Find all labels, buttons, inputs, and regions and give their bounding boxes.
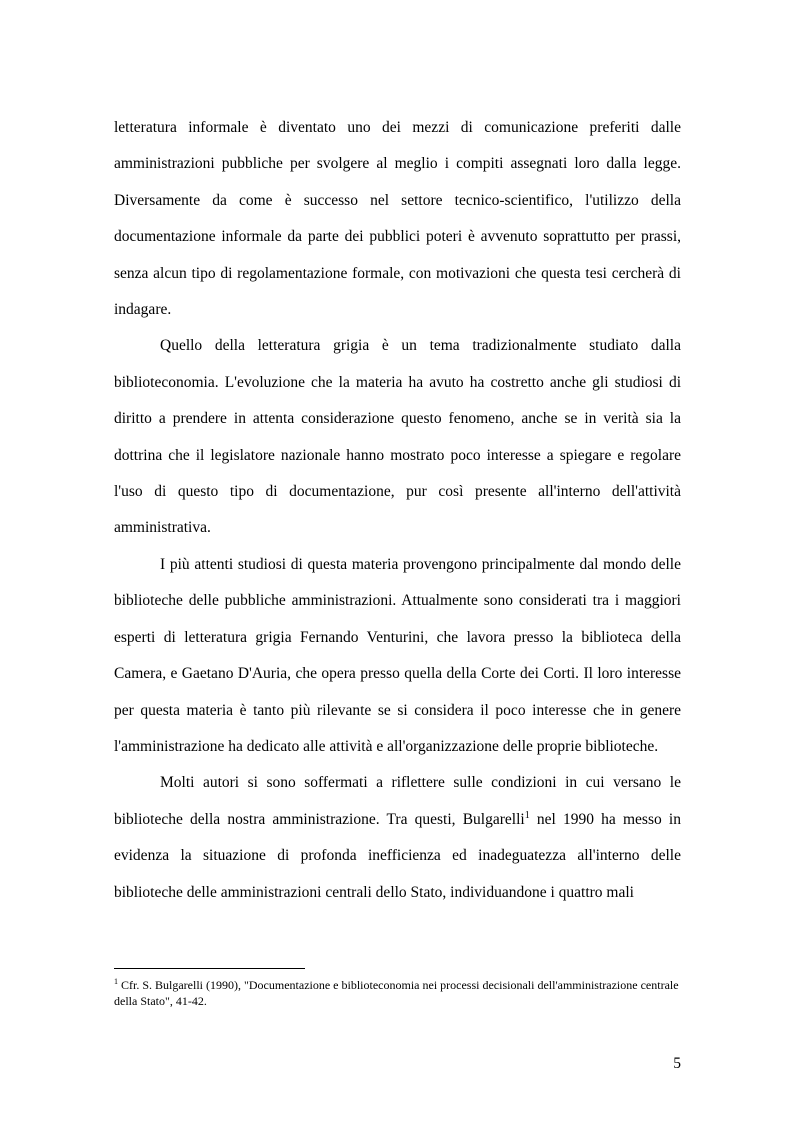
body-text — [114, 110, 681, 911]
footnote-reference: 1 — [524, 809, 530, 821]
footnote-marker: 1 — [114, 977, 118, 986]
paragraph-4 — [114, 765, 681, 911]
paragraph-3: I più attenti studiosi di questa materia provengono principalmente dal mondo delle biblioteche delle pubbliche amministrazioni. Attualmente sono considerati tra i maggiori esperti di letteratura grigia Fernando Venturini, che lavora presso la biblioteca della Camera, e Gaetano D'Auria, che opera presso quella della Corte dei Corti. Il loro interesse per questa materia è tanto più rilevante se si considera il poco interesse che in genere l'amministrazione ha dedicato alle attività e all'organizzazione delle proprie biblioteche. — [114, 555, 681, 755]
footnote-text: Cfr. S. Bulgarelli (1990), "Documentazione e biblioteconomia nei processi decisionali dell'amministrazione centrale della Stato", 41-42. — [114, 978, 679, 1008]
footnote — [114, 977, 681, 1009]
page-number: 5 — [673, 1055, 681, 1072]
paragraph-4-text-start: Molti autori si sono soffermati a riflettere sulle condizioni in cui versano le biblioteche della nostra amministrazione. Tra questi, Bulgarelli — [114, 774, 681, 828]
paragraph-2: Quello della letteratura grigia è un tema tradizionalmente studiato dalla biblioteconomia. L'evoluzione che la materia ha avuto ha costretto anche gli studiosi di diritto a prendere in attenta considerazione questo fenomeno, anche se in verità sia la dottrina che il legislatore nazionale hanno mostrato poco interesse a spiegare e regolare l'uso di questo tipo di documentazione, pur così presente all'interno dell'attività amministrativa. — [114, 337, 681, 537]
footnote-separator — [114, 968, 305, 969]
paragraph-4-text-end: nel 1990 ha messo in evidenza la situazione di profonda inefficienza ed inadeguatezza all'interno delle biblioteche delle amministrazioni centrali dello Stato, individuandone i quattro mali — [114, 810, 681, 901]
paragraph-1: letteratura informale è diventato uno dei mezzi di comunicazione preferiti dalle amministrazioni pubbliche per svolgere al meglio i compiti assegnati loro dalla legge. Diversamente da come è successo nel settore tecnico-scientifico, l'utilizzo della documentazione informale da parte dei pubblici poteri è avvenuto soprattutto per prassi, senza alcun tipo di regolamentazione formale, con motivazioni che questa tesi cercherà di indagare. — [114, 119, 681, 319]
